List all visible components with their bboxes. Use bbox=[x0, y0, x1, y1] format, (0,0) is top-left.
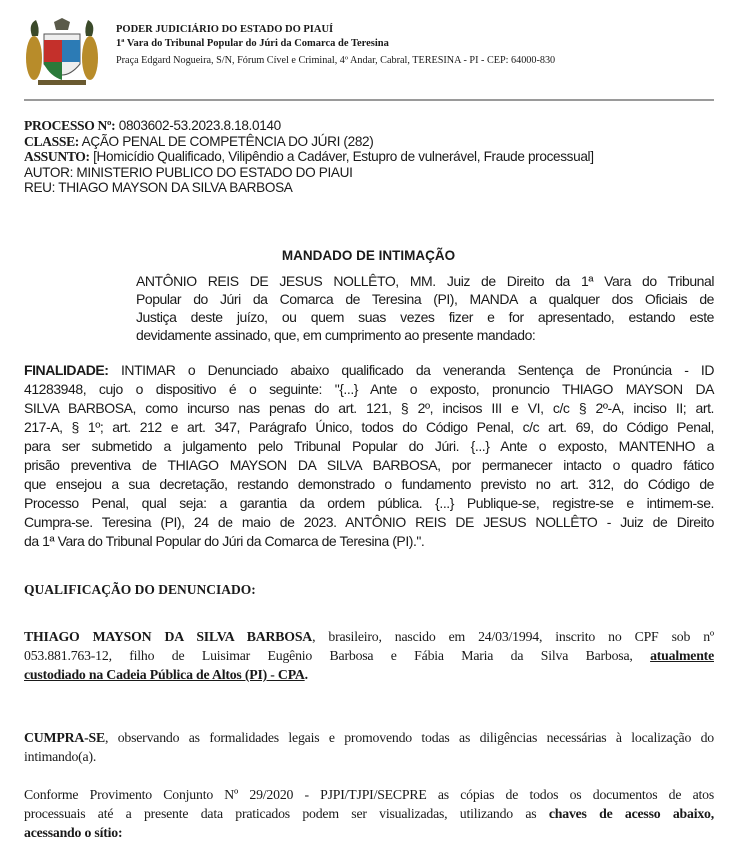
finalidade-paragraph: FINALIDADE: INTIMAR o Denunciado abaixo qualificado da veneranda Sentença de Pronúncia - ID 41283948, cujo o dispositivo é o seguinte: "{...} Ante o exposto, pronuncio THIAGO MAYSON DA SILVA BARBOSA, como incurso nas penas do art. 121, § 2º, incisos III e VI, c/c § 2º-A, inciso II; art. 217-A, § 1º; art. 212 e art. 347, Parágrafo Único, todos do Código Penal, c/c art. 69, do Código Penal, para ser submetido a julgamento pelo Tribunal Popular do Júri. {...} Ante o exposto, MANTENHO a prisão preventiva de THIAGO MAYSON DA SILVA BARBOSA, por permanecer intacto o quadro fático que ensejou a sua decretação, restando demonstrado o fundamento previsto no art. 312, do Código de Processo Penal, qual seja: a garantia da ordem pública. {...} Publique-se, registre-se e intimem-se. Cumpra-se. Teresina (PI), 24 de maio de 2023. ANTÔNIO REIS DE JESUS NOLLÊTO - Juiz de Direito da 1ª Vara do Tribunal Popular do Júri da Comarca de Teresina (PI).". bbox=[24, 362, 714, 549]
qualificacao-heading: QUALIFICAÇÃO DO DENUNCIADO: bbox=[24, 582, 256, 597]
qualificacao-paragraph: THIAGO MAYSON DA SILVA BARBOSA, brasileiro, nascido em 24/03/1994, inscrito no CPF sob nº 053.881.763-12, filho de Luisimar Eugênio Barbosa e Fábia Maria da Silva Barbosa, atualmente custodiado na Cadeia Pública de Altos (PI) - CPA. bbox=[24, 629, 714, 682]
classe-line: CLASSE: AÇÃO PENAL DE COMPETÊNCIA DO JÚRI (282) bbox=[24, 133, 374, 149]
conforme-paragraph: Conforme Provimento Conjunto Nº 29/2020 - PJPI/TJPI/SECPRE as cópias de todos os documentos de atos processuais até a presente data praticados podem ser visualizadas, utilizando as chaves de acesso abaixo, acessando o sítio: bbox=[24, 787, 715, 840]
processo-line: PROCESSO Nº: 0803602-53.2023.8.18.0140 bbox=[24, 118, 281, 133]
court-division: 1ª Vara do Tribunal Popular do Júri da Comarca de Teresina bbox=[116, 38, 389, 49]
intro-paragraph: ANTÔNIO REIS DE JESUS NOLLÊTO, MM. Juiz de Direito da 1ª Vara do Tribunal Popular do Júri da Comarca de Teresina (PI), MANDA a qualquer dos Oficiais de Justiça deste juízo, ou quem suas vezes fizer e for apresentado, estando este devidamente assinado, que, em cumprimento ao presente mandado: bbox=[136, 273, 714, 343]
court-logo bbox=[24, 16, 100, 88]
case-metadata bbox=[24, 118, 594, 196]
cumpra-se-paragraph: CUMPRA-SE, observando as formalidades legais e promovendo todas as diligências necessárias à localização do intimando(a). bbox=[24, 730, 714, 764]
reu-line: REU: THIAGO MAYSON DA SILVA BARBOSA bbox=[24, 180, 293, 195]
autor-line: AUTOR: MINISTERIO PUBLICO DO ESTADO DO PIAUI bbox=[24, 164, 353, 180]
header-divider bbox=[24, 99, 714, 101]
court-name: PODER JUDICIÁRIO DO ESTADO DO PIAUÍ bbox=[116, 24, 334, 35]
assunto-line: ASSUNTO: [Homicídio Qualificado, Vilipêndio a Cadáver, Estupro de vulnerável, Fraude processual] bbox=[24, 149, 594, 164]
document-title: MANDADO DE INTIMAÇÃO bbox=[281, 248, 456, 263]
court-address: Praça Edgard Nogueira, S/N, Fórum Cível e Criminal, 4º Andar, Cabral, TERESINA - PI - CEP: 64000-830 bbox=[116, 55, 556, 66]
